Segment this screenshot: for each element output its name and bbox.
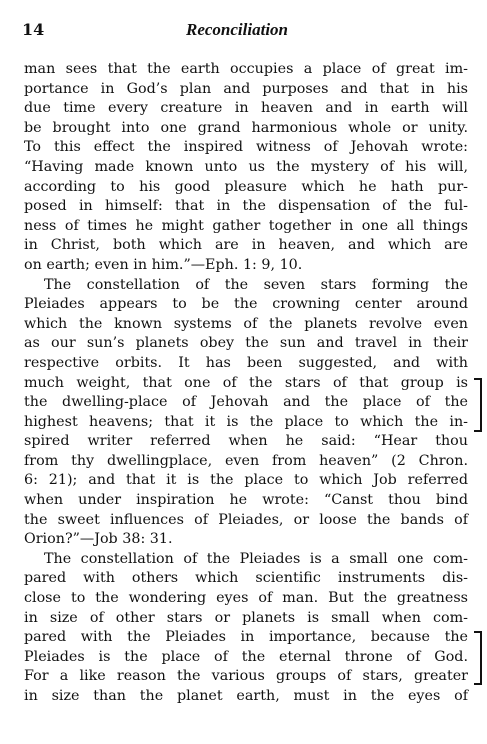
text-line: posed in himself: that in the dispensation of the ful- [24, 198, 468, 215]
text-line: which the known systems of the planets revolve even [24, 315, 468, 332]
text-line: respective orbits. It has been suggested, and with [24, 354, 468, 371]
paragraph-2 [24, 276, 468, 550]
running-head [22, 20, 465, 42]
text-line: the dwelling-place of Jehovah and the place of the [24, 394, 468, 411]
text-line: in size than the planet earth, must in the eyes of [24, 688, 468, 704]
text-line: be brought into one grand harmonious whole or unity. [24, 119, 468, 136]
text-line: man sees that the earth occupies a place of great im- [24, 61, 468, 77]
text-line: 6: 21); and that it is the place to which Job referred [24, 472, 468, 489]
text-line: much weight, that one of the stars of that group is [24, 374, 468, 391]
margin-bracket [474, 378, 482, 432]
text-line: highest heavens; that it is the place to which the in- [24, 413, 468, 430]
text-line: Orion?”—Job 38: 31. [24, 531, 173, 548]
text-line: For a like reason the various groups of stars, greater [24, 668, 468, 685]
text-line: on earth; even in him.”—Eph. 1: 9, 10. [24, 256, 303, 273]
text-line: according to his good pleasure which he hath pur- [24, 178, 468, 195]
text-line: Pleiades is the place of the eternal throne of God. [24, 648, 468, 665]
text-line: spired writer referred when he said: “Hear thou [24, 433, 468, 450]
text-line: To this effect the inspired witness of Jehovah wrote: [24, 139, 468, 156]
text-line: the sweet influences of Pleiades, or loose the bands of [24, 511, 468, 528]
text-line: portance in God’s plan and purposes and that in his [24, 80, 468, 97]
text-line: Pleiades appears to be the crowning center around [24, 296, 468, 313]
paragraph-1 [24, 60, 468, 276]
text-line: pared with others which scientific instruments dis- [24, 570, 468, 587]
text-line: The constellation of the seven stars forming the [44, 276, 468, 293]
body-text [24, 60, 468, 707]
paragraph-3 [24, 550, 468, 707]
text-line: The constellation of the Pleiades is a small one com- [44, 550, 468, 567]
page-number: 14 [22, 20, 45, 39]
text-line: due time every creature in heaven and in earth will [24, 100, 468, 117]
text-line: from thy dwellingplace, even from heaven” (2 Chron. [24, 452, 468, 469]
text-line: close to the wondering eyes of man. But the greatness [24, 590, 468, 607]
text-line: in Christ, both which are in heaven, and which are [24, 237, 468, 254]
text-line: “Having made known unto us the mystery of his will, [24, 158, 468, 175]
margin-bracket [474, 631, 482, 685]
text-line: as our sun’s planets obey the sun and travel in their [24, 335, 468, 352]
text-line: in size of other stars or planets is small when com- [24, 609, 468, 626]
text-line: when under inspiration he wrote: “Canst thou bind [24, 492, 468, 509]
text-line: pared with the Pleiades in importance, because the [24, 629, 468, 646]
running-title: Reconciliation [186, 20, 288, 39]
text-line: ness of times he might gather together in one all things [24, 217, 468, 234]
